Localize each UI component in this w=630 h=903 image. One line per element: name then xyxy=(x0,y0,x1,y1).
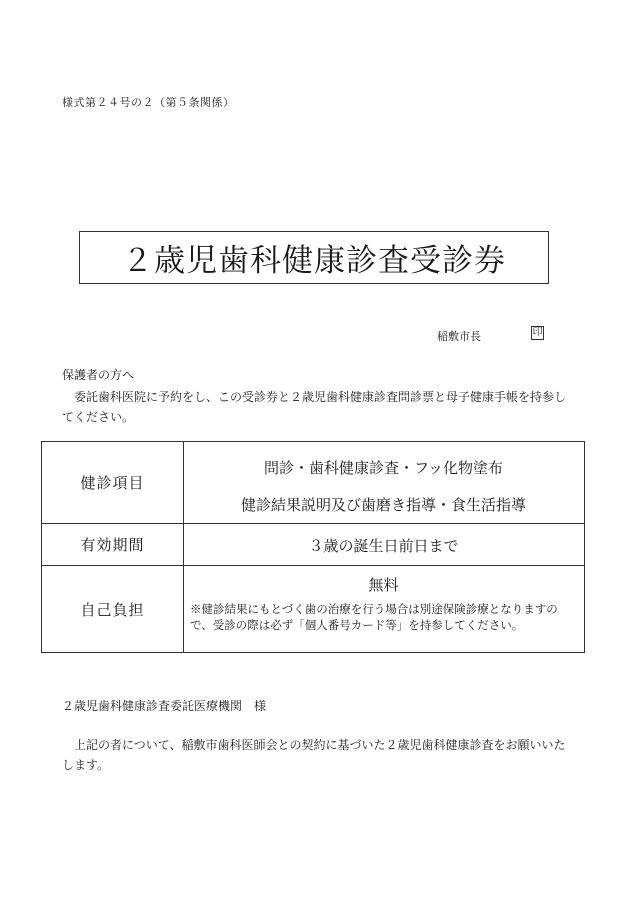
validity-period: ３歳の誕生日前日まで xyxy=(308,537,459,555)
checkup-item-line-1: 問診・歯科健康診査・フッ化物塗布 xyxy=(264,459,503,477)
notice-recipient: 保護者の方へ xyxy=(62,368,135,382)
request-text: 上記の者について、稲敷市歯科医師会との契約に基づいた２歳児歯科健康診査をお願いいたします。 xyxy=(62,738,566,772)
institution-addressee: ２歳児歯科健康診査委託医療機関 様 xyxy=(62,699,267,713)
issuer-mayor: 稲敷市長 xyxy=(437,330,481,343)
notice-instruction: 委託歯科医院に予約をし、この受診券と２歳児歯科健康診査問診票と母子健康手帳を持参してください。 xyxy=(62,390,567,424)
row-value xyxy=(183,442,584,523)
row-label: 健診項目 xyxy=(42,442,184,523)
checkup-table xyxy=(41,441,585,653)
form-number: 様式第２４号の２（第５条関係） xyxy=(62,96,235,109)
table-row-copay xyxy=(42,565,584,652)
table-row-checkup-items xyxy=(42,442,584,523)
row-value xyxy=(183,524,584,565)
copay-amount: 無料 xyxy=(368,576,399,594)
checkup-item-line-2: 健診結果説明及び歯磨き指導・食生活指導 xyxy=(240,496,526,514)
row-label: 自己負担 xyxy=(42,566,184,652)
copay-note: ※健診結果にもとづく歯の治療を行う場合は別途保険診療となりますので、受診の際は必ず「個人番号カード等」を持参してください。 xyxy=(190,602,558,632)
row-label: 有効期間 xyxy=(42,524,184,565)
document-title-box xyxy=(79,231,549,284)
row-value xyxy=(183,566,584,652)
seal-stamp-box: 印 xyxy=(532,327,543,338)
document-title: ２歳児歯科健康診査受診券 xyxy=(122,243,506,279)
table-row-validity xyxy=(42,523,584,565)
